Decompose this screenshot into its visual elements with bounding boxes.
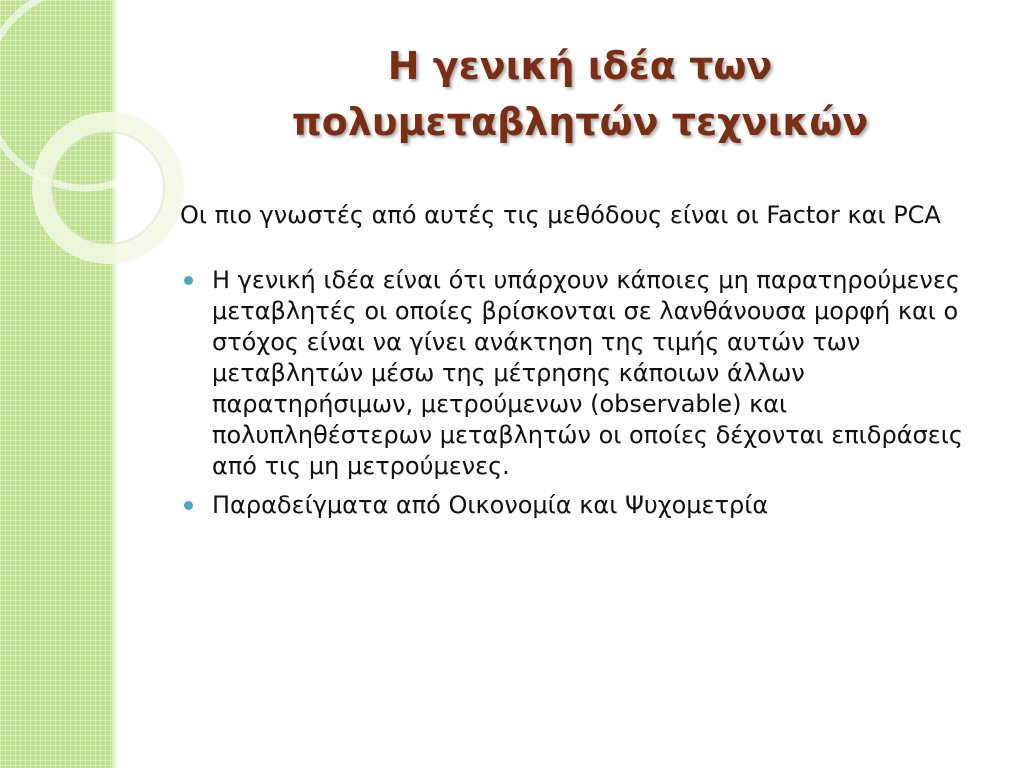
- bullet-dot-icon: [184, 276, 193, 285]
- bullet-term-observable: observable: [599, 390, 733, 418]
- bullet-text-continued: ) και πολυπληθέστερων μεταβλητών οι οποίες δέχονται επιδράσεις από τις μη μετρούμενες.: [212, 390, 963, 480]
- intro-term-factor: Factor: [766, 201, 840, 229]
- bullet-list: [180, 265, 1000, 521]
- intro-conjunction: και: [839, 201, 894, 229]
- decorative-rings: [0, 0, 200, 320]
- bullet-text: Η γενική ιδέα είναι ότι υπάρχουν κάποιες μη παρατηρούμενες μεταβλητές οι οποίες βρίσκονται σε λανθάνουσα μορφή και ο στόχος είναι να γίνει ανάκτηση της τιμής αυτών των μεταβλητών μέσω της μέτρησης κάποιων άλλων παρατηρήσιμων, μετρούμενων (: [212, 266, 960, 418]
- bullet-text: Παραδείγματα από Οικονομία και Ψυχομετρία: [212, 491, 769, 519]
- slide-body: [180, 200, 1000, 529]
- intro-paragraph: [180, 200, 1000, 231]
- bullet-item: [180, 490, 1000, 521]
- intro-text: Οι πιο γνωστές από αυτές τις μεθόδους είναι οι: [180, 201, 767, 229]
- bullet-dot-icon: [184, 501, 193, 510]
- intro-term-pca: PCA: [893, 201, 941, 229]
- bullet-item: [180, 265, 1000, 482]
- slide-title: Η γενική ιδέα των πολυμεταβλητών τεχνικών: [291, 44, 869, 144]
